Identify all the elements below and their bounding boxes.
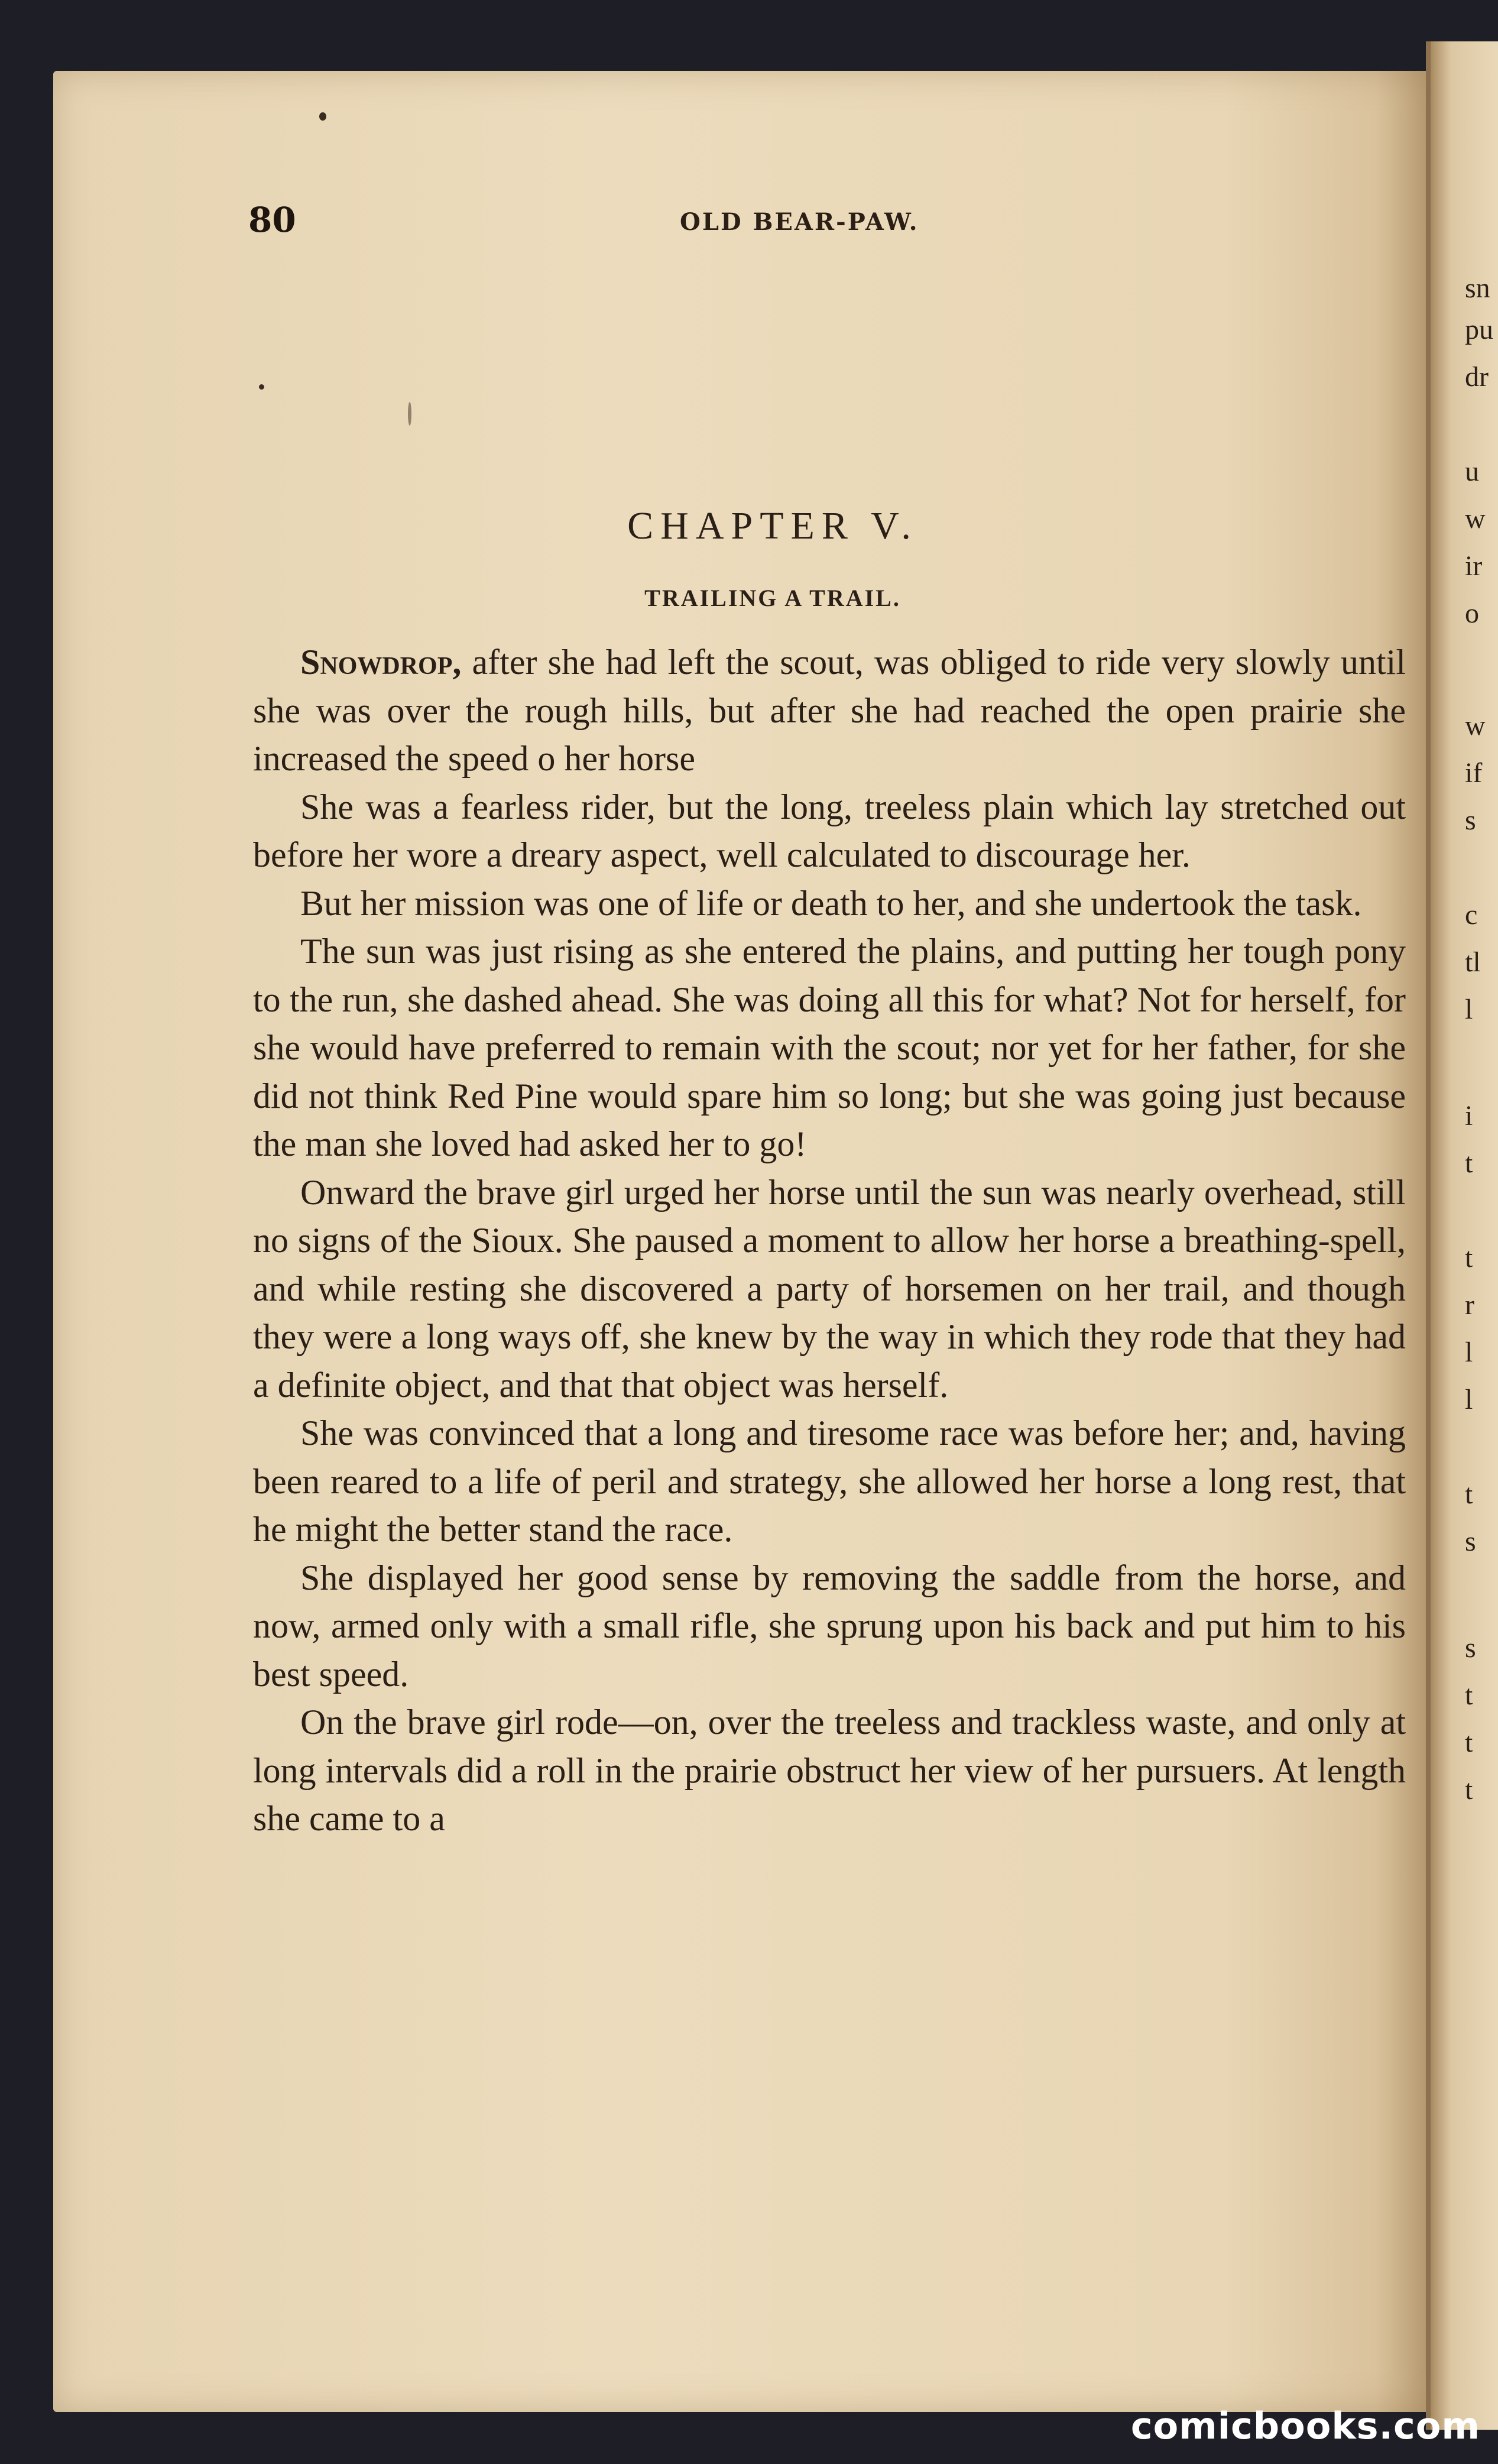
right-page-edge	[1431, 41, 1498, 2430]
facing-page-fragment: t	[1465, 1727, 1473, 1758]
paragraph-text: But her mission was one of life or death to her, and she undertook the task.	[300, 883, 1362, 923]
paragraph	[253, 783, 1406, 880]
facing-page-fragment: i	[1465, 1100, 1473, 1132]
facing-page-fragment: r	[1465, 1289, 1474, 1321]
facing-page-fragment: t	[1465, 1680, 1473, 1711]
paragraph	[253, 1169, 1406, 1410]
chapter-body-text	[253, 638, 1406, 1843]
paper-speck	[319, 112, 326, 121]
facing-page-fragment: s	[1465, 1632, 1476, 1664]
facing-page-fragment: l	[1465, 994, 1473, 1025]
paragraph-text: after she had left the scout, was obliged to ride very slowly until she was over the rough hills, but after she had reached the open prairie she increased the speed o her horse	[253, 643, 1406, 778]
paragraph	[253, 1409, 1406, 1554]
paragraph	[253, 1698, 1406, 1843]
chapter-title: CHAPTER V.	[627, 504, 918, 547]
facing-page-fragment: l	[1465, 1384, 1473, 1415]
facing-page-fragment: w	[1465, 710, 1486, 741]
paper-speck	[259, 384, 264, 390]
facing-page-fragment: s	[1465, 1526, 1476, 1557]
facing-page-fragment: ir	[1465, 550, 1483, 582]
paragraph	[253, 638, 1406, 783]
paragraph	[253, 880, 1406, 928]
facing-page-fragment: t	[1465, 1774, 1473, 1805]
facing-page-fragment: t	[1465, 1147, 1473, 1179]
paragraph	[253, 928, 1406, 1169]
facing-page-fragment: t	[1465, 1479, 1473, 1510]
page-number: 80	[248, 200, 296, 240]
facing-page-fragment: t	[1465, 1242, 1473, 1273]
paragraph-lead-word: Snowdrop,	[300, 643, 462, 682]
paragraph-text: The sun was just rising as she entered the plains, and putting her tough pony to the run, she dashed ahead. She was doing all this for what? Not for herself, for she would have preferred to remain with the scout; nor yet for her father, for she did not think Red Pine would spare him so long; but she was going just because the man she loved had asked her to go!	[253, 932, 1406, 1163]
facing-page-fragment: sn	[1465, 273, 1490, 304]
facing-page-fragment: pu	[1465, 314, 1493, 345]
paragraph-text: She displayed her good sense by removing the saddle from the horse, and now, armed only with a small rifle, she sprung upon his back and put him to his best speed.	[253, 1558, 1406, 1694]
facing-page-fragment: s	[1465, 805, 1476, 836]
running-head: OLD BEAR-PAW.	[680, 208, 919, 236]
facing-page-fragment: tl	[1465, 946, 1481, 978]
facing-page-fragment: w	[1465, 503, 1486, 534]
facing-page-fragment: if	[1465, 757, 1483, 789]
chapter-subtitle: TRAILING A TRAIL.	[644, 585, 901, 611]
paragraph-text: She was convinced that a long and tiresome race was before her; and, having been reared to a life of peril and strategy, she allowed her horse a long rest, that he might the better stand the race.	[253, 1413, 1406, 1549]
facing-page-fragment: c	[1465, 899, 1478, 931]
facing-page-fragment: o	[1465, 598, 1479, 629]
paragraph	[253, 1554, 1406, 1699]
paragraph-text: On the brave girl rode—on, over the treeless and trackless waste, and only at long intervals did a roll in the prairie obstruct her view of her pursuers. At length she came to a	[253, 1703, 1406, 1838]
watermark-logo: comicbooks.com	[1130, 2404, 1480, 2447]
paper-speck	[408, 402, 411, 426]
paragraph-text: She was a fearless rider, but the long, treeless plain which lay stretched out before her wore a dreary aspect, well calculated to discourage her.	[253, 787, 1406, 874]
facing-page-fragment: l	[1465, 1337, 1473, 1368]
paragraph-text: Onward the brave girl urged her horse until the sun was nearly overhead, still no signs of the Sioux. She paused a moment to allow her horse a breathing-spell, and while resting she discovered a party of horsemen on her trail, and though they were a long ways off, she knew by the way in which they rode that they had a definite object, and that that object was herself.	[253, 1172, 1406, 1405]
facing-page-fragment: u	[1465, 456, 1479, 487]
facing-page-fragment: dr	[1465, 361, 1489, 393]
